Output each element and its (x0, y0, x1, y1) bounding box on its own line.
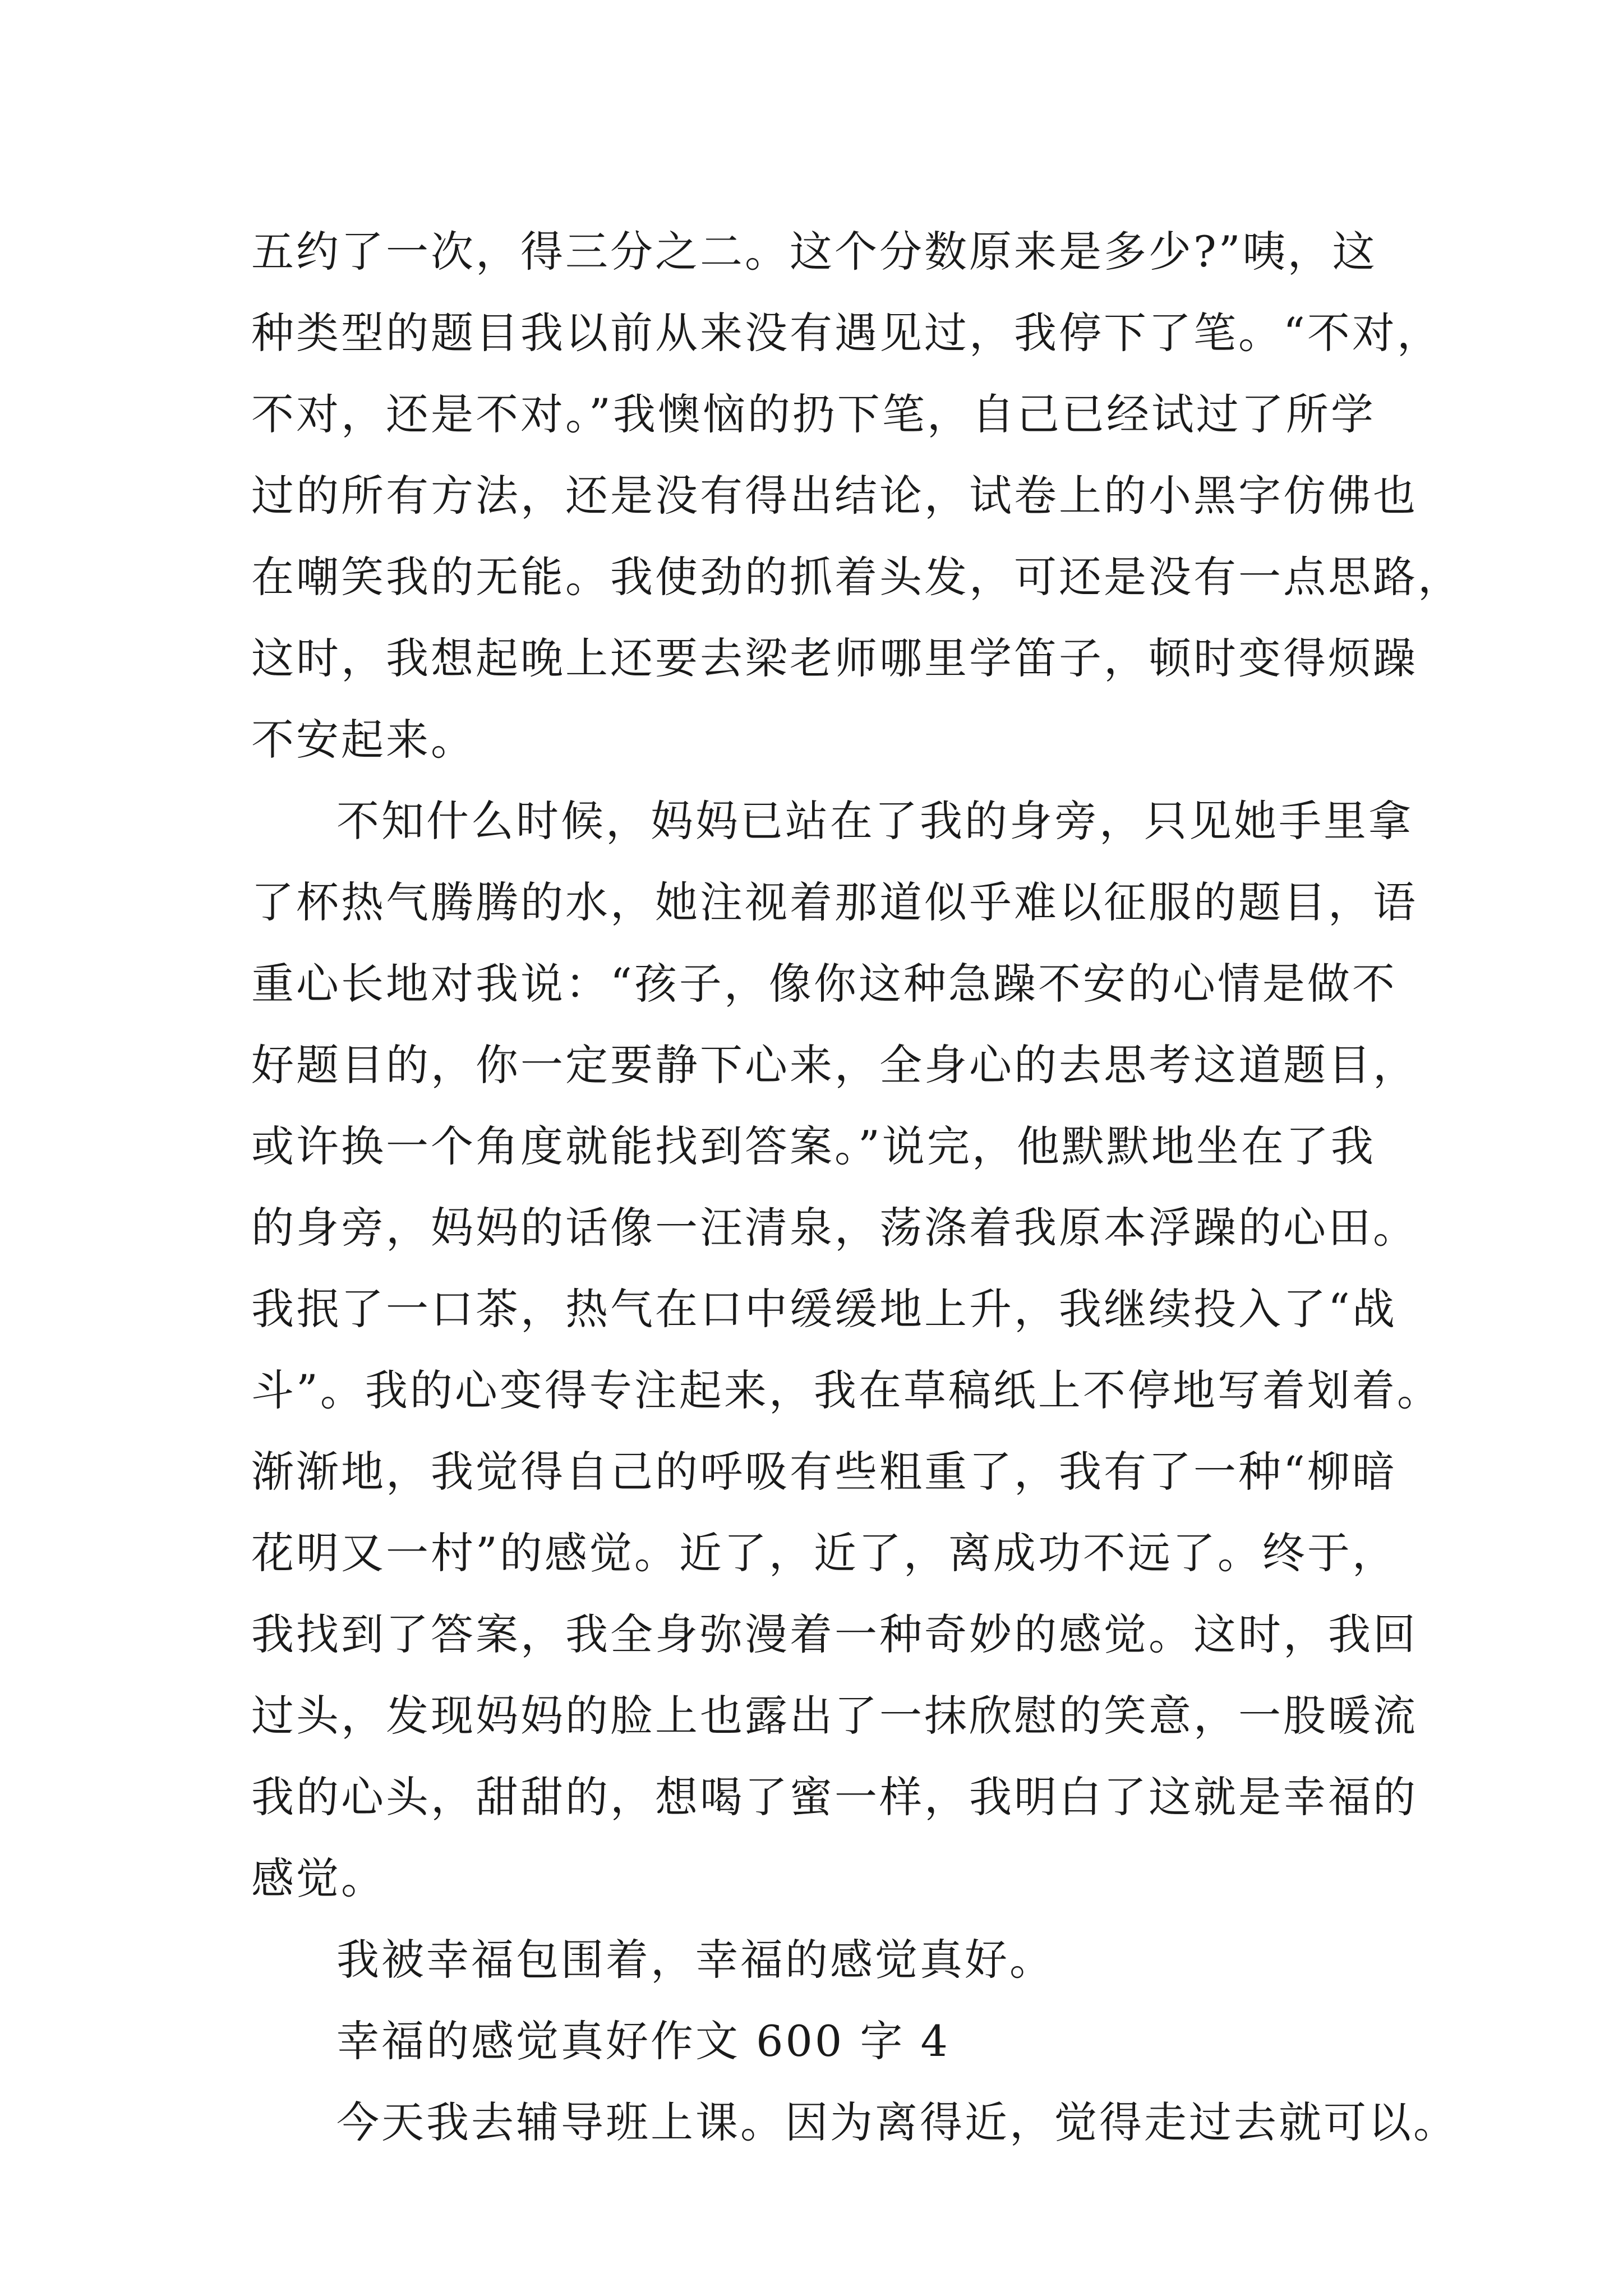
section-heading: 幸福的感觉真好作文 600 字 4 (336, 2016, 950, 2066)
text-line-5: 在嘲笑我的无能。我使劲的抓着头发，可还是没有一点思路， (251, 552, 1463, 602)
text-line-6: 这时，我想起晚上还要去梁老师哪里学笛子，顿时变得烦躁 (251, 633, 1418, 683)
text-line-15: 斗”。我的心变得专注起来，我在草稿纸上不停地写着划着。 (251, 1365, 1442, 1415)
text-line-24: 今天我去辅导班上课。因为离得近，觉得走过去就可以。 (336, 2097, 1458, 2147)
text-line-7: 不安起来。 (251, 715, 476, 765)
text-line-22: 我被幸福包围着，幸福的感觉真好。 (336, 1935, 1054, 1985)
text-line-8: 不知什么时候，妈妈已站在了我的身旁，只见她手里拿 (336, 796, 1413, 846)
text-line-19: 过头，发现妈妈的脸上也露出了一抹欣慰的笑意，一股暖流 (251, 1691, 1418, 1741)
text-line-3: 不对，还是不对。”我懊恼的扔下笔，自己已经试过了所学 (251, 389, 1376, 439)
text-line-16: 渐渐地，我觉得自己的呼吸有些粗重了，我有了一种“柳暗 (251, 1447, 1397, 1497)
text-line-4: 过的所有方法，还是没有得出结论，试卷上的小黑字仿佛也 (251, 471, 1418, 521)
text-line-12: 或许换一个角度就能找到答案。”说完，他默默地坐在了我 (251, 1121, 1376, 1171)
text-line-1: 五约了一次，得三分之二。这个分数原来是多少?”咦，这 (251, 227, 1377, 277)
text-line-18: 我找到了答案，我全身弥漫着一种奇妙的感觉。这时，我回 (251, 1609, 1418, 1659)
text-line-21: 感觉。 (251, 1853, 386, 1903)
document-body (251, 211, 1463, 2163)
text-line-11: 好题目的，你一定要静下心来，全身心的去思考这道题目， (251, 1040, 1418, 1090)
text-line-2: 种类型的题目我以前从来没有遇见过，我停下了笔。“不对， (251, 308, 1442, 358)
text-line-9: 了杯热气腾腾的水，她注视着那道似乎难以征服的题目，语 (251, 877, 1418, 927)
text-line-10: 重心长地对我说：“孩子，像你这种急躁不安的心情是做不 (251, 959, 1397, 1009)
text-line-17: 花明又一村”的感觉。近了，近了，离成功不远了。终于， (251, 1528, 1397, 1578)
text-line-13: 的身旁，妈妈的话像一汪清泉，荡涤着我原本浮躁的心田。 (251, 1203, 1418, 1253)
text-line-20: 我的心头，甜甜的，想喝了蜜一样，我明白了这就是幸福的 (251, 1772, 1418, 1822)
text-line-14: 我抿了一口茶，热气在口中缓缓地上升，我继续投入了“战 (251, 1284, 1397, 1334)
